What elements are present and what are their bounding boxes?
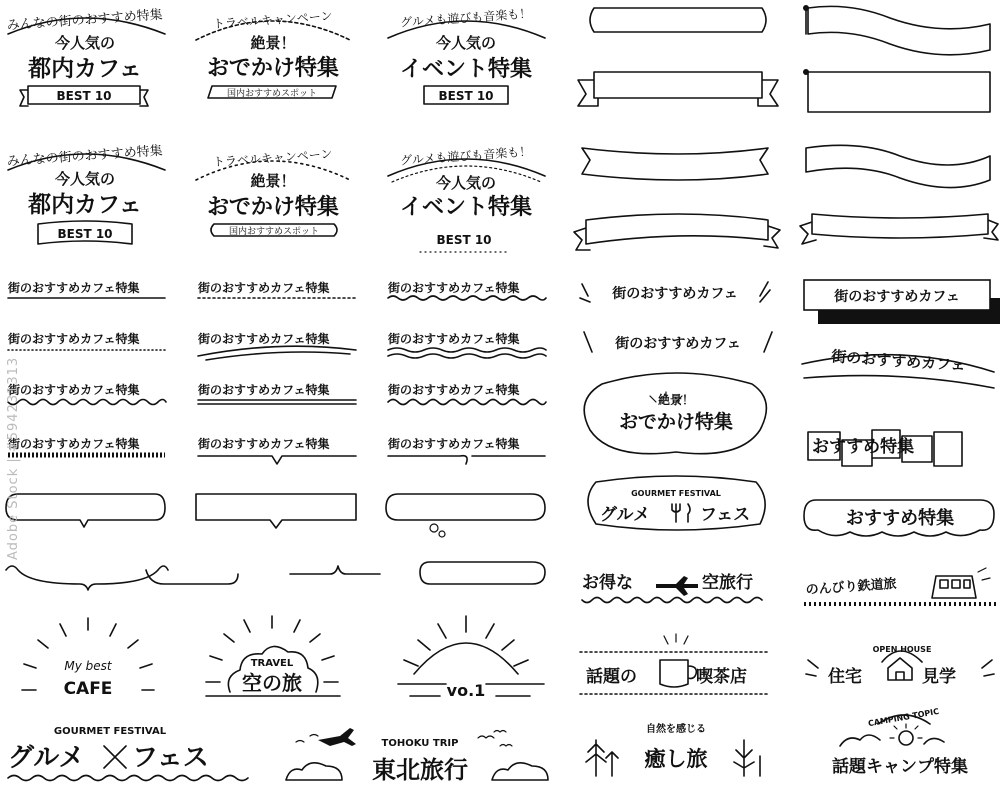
svg-text:のんびり鉄道旅: のんびり鉄道旅 (805, 576, 898, 598)
svg-text:街のおすすめカフェ特集: 街のおすすめカフェ特集 (198, 383, 330, 397)
svg-text:絶景！: 絶景！ (657, 393, 695, 407)
svg-text:街のおすすめカフェ特集: 街のおすすめカフェ特集 (8, 437, 140, 451)
svg-text:話題の: 話題の (586, 667, 637, 687)
svg-text:フェス: フェス (700, 505, 751, 525)
svg-text:おすすめ特集: おすすめ特集 (845, 508, 955, 529)
ribbon-label: BEST 10 (436, 233, 492, 247)
script-text: My best (64, 659, 112, 673)
title: おでかけ特集 (207, 56, 339, 81)
title: 空の旅 (242, 671, 302, 695)
svg-text:OPEN HOUSE: OPEN HOUSE (872, 645, 932, 654)
svg-text:TRAVEL: TRAVEL (250, 658, 294, 669)
svg-text:街のおすすめカフェ特集: 街のおすすめカフェ特集 (8, 383, 140, 397)
title: おでかけ特集 (619, 411, 733, 433)
slash-headers (580, 282, 772, 776)
title: 都内カフェ (28, 192, 142, 218)
underline-headers (7, 280, 546, 464)
ribbons (574, 5, 998, 250)
badge-event-1 (388, 5, 545, 104)
title: おでかけ特集 (207, 195, 339, 220)
svg-text:GOURMET FESTIVAL: GOURMET FESTIVAL (631, 489, 721, 498)
svg-text:喫茶店: 喫茶店 (696, 667, 747, 687)
speech-boxes (6, 494, 545, 537)
svg-text:おすすめ特集: おすすめ特集 (812, 437, 915, 457)
col5-headers (802, 280, 1000, 777)
title: イベント特集 (399, 57, 533, 82)
svg-text:お得な: お得な (582, 573, 633, 593)
title: イベント特集 (399, 195, 533, 220)
title: CAFE (63, 679, 113, 699)
subtitle: 今人気の (435, 174, 497, 192)
svg-text:街のおすすめカフェ: 街のおすすめカフェ (612, 286, 738, 302)
svg-text:街のおすすめカフェ: 街のおすすめカフェ (834, 289, 960, 305)
subtitle: 絶景！ (250, 172, 296, 190)
svg-text:街のおすすめカフェ特集: 街のおすすめカフェ特集 (388, 383, 520, 397)
arc-text: みんなの街のおすすめ特集 (6, 7, 164, 34)
svg-text:街のおすすめカフェ特集: 街のおすすめカフェ特集 (198, 281, 330, 295)
title: 癒し旅 (644, 747, 708, 771)
badge-tonai-cafe-1 (6, 7, 165, 106)
ribbon-label: BEST 10 (56, 89, 112, 103)
badge-odekake-2 (196, 147, 350, 237)
badge-event-2 (388, 143, 545, 252)
svg-text:街のおすすめカフェ特集: 街のおすすめカフェ特集 (198, 437, 330, 451)
ribbon-label: 国内おすすめスポット (226, 89, 318, 99)
title-left: グルメ (8, 743, 85, 773)
title: vo.1 (446, 681, 486, 700)
svg-text:GOURMET FESTIVAL: GOURMET FESTIVAL (53, 726, 167, 737)
svg-text:街のおすすめカフェ: 街のおすすめカフェ (830, 347, 967, 375)
svg-text:TOHOKU TRIP: TOHOKU TRIP (381, 738, 459, 749)
arc-text: グルメも遊びも音楽も！ (399, 144, 532, 168)
svg-text:街のおすすめカフェ特集: 街のおすすめカフェ特集 (8, 332, 140, 346)
svg-text:街のおすすめカフェ特集: 街のおすすめカフェ特集 (388, 437, 520, 451)
subtitle: 絶景！ (250, 34, 296, 52)
title: 都内カフェ (28, 56, 142, 82)
badge-gourmet-fest (8, 726, 248, 781)
badge-sora-no-tabi (206, 616, 340, 696)
svg-text:街のおすすめカフェ特集: 街のおすすめカフェ特集 (388, 281, 520, 295)
svg-text:街のおすすめカフェ: 街のおすすめカフェ (615, 336, 741, 352)
svg-text:見学: 見学 (922, 667, 956, 687)
badge-vol1 (398, 616, 544, 700)
decor-lines (6, 562, 545, 590)
svg-text:住宅: 住宅 (828, 667, 862, 687)
badge-tohoku (286, 728, 548, 784)
svg-text:街のおすすめカフェ特集: 街のおすすめカフェ特集 (198, 332, 330, 346)
arc-text: グルメも遊びも音楽も！ (399, 6, 532, 30)
svg-text:空旅行: 空旅行 (702, 573, 753, 593)
badge-odekake-1 (196, 9, 350, 99)
badge-cafe (22, 618, 154, 699)
ribbon-label: BEST 10 (438, 89, 494, 103)
arc-text: トラベルキャンペーン (212, 8, 333, 32)
ribbon-label: 国内おすすめスポット (228, 227, 320, 237)
subtitle: 今人気の (435, 34, 497, 52)
arc-text: トラベルキャンペーン (212, 146, 333, 170)
subtitle: 今人気の (54, 34, 116, 52)
svg-text:自然を感じる: 自然を感じる (646, 724, 706, 735)
ribbon-label: BEST 10 (57, 227, 113, 241)
badge-tonai-cafe-2 (6, 143, 165, 244)
arc-text: みんなの街のおすすめ特集 (6, 143, 164, 170)
svg-text:CAMPING TOPIC: CAMPING TOPIC (867, 706, 940, 729)
svg-text:街のおすすめカフェ特集: 街のおすすめカフェ特集 (388, 332, 520, 346)
svg-text:グルメ: グルメ (600, 505, 650, 525)
svg-text:話題キャンプ特集: 話題キャンプ特集 (832, 757, 968, 777)
title: 東北旅行 (372, 756, 468, 784)
subtitle: 今人気の (54, 170, 116, 188)
watermark: Adobe Stock | #594231313 (6, 356, 21, 560)
title-right: フェス (132, 743, 209, 773)
svg-text:街のおすすめカフェ特集: 街のおすすめカフェ特集 (8, 281, 140, 295)
